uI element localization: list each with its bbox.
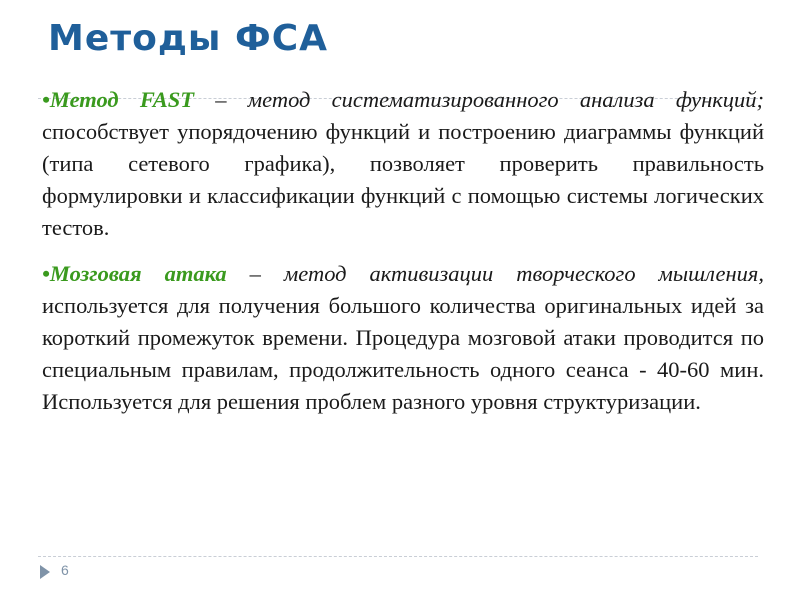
term-brainstorm: Мозговая атака <box>49 261 227 286</box>
paragraph-brainstorm <box>42 258 764 418</box>
definition-brainstorm: – метод активизации творческого мышления, <box>226 261 764 286</box>
page-number: 6 <box>61 562 69 578</box>
play-arrow-icon <box>40 565 50 579</box>
bullet-icon: • <box>42 261 50 286</box>
term-fast: Метод FAST <box>49 87 195 112</box>
slide-content <box>42 84 764 418</box>
footer-divider <box>38 556 758 557</box>
slide-title: Методы ФСА <box>48 18 328 59</box>
definition-fast: – метод систематизированного анализа функций; <box>194 87 765 112</box>
description-fast: способствует упорядочению функций и построению диаграммы функций (типа сетевого графика), позволяет проверить правильность формулировки и классификации функций с помощью системы логических тестов. <box>42 119 764 240</box>
paragraph-fast-method <box>42 84 764 244</box>
description-brainstorm: используется для получения большого количества оригинальных идей за короткий промежуток времени. Процедура мозговой атаки проводится по специальным правилам, продолжительность одного сеанса - 40-60 мин. Используется для решения проблем разного уровня структуризации. <box>42 293 764 414</box>
bullet-icon: • <box>42 87 50 112</box>
